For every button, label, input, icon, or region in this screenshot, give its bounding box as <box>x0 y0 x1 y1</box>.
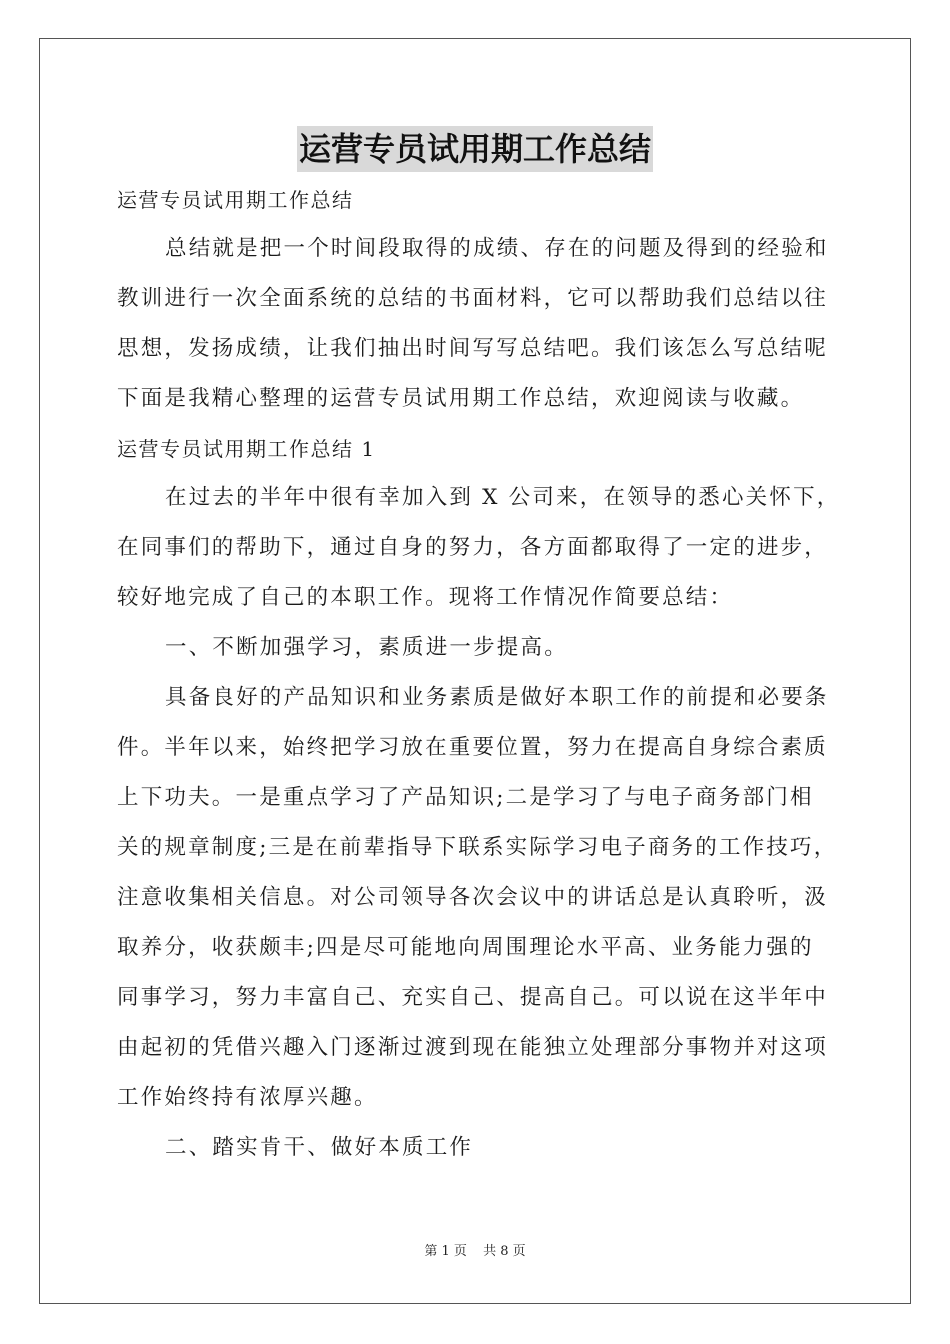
sub1-line-2: 件。半年以来，始终把学习放在重要位置，努力在提高自身综合素质 <box>117 735 829 760</box>
sub1-line-4: 关的规章制度;三是在前辈指导下联系实际学习电子商务的工作技巧， <box>117 835 838 860</box>
title-wrap <box>0 126 950 172</box>
sub1-heading: 一、不断加强学习，素质进一步提高。 <box>165 635 568 660</box>
sub1-line-9: 工作始终持有浓厚兴趣。 <box>117 1085 378 1110</box>
intro-line-1: 总结就是把一个时间段取得的成绩、存在的问题及得到的经验和 <box>165 236 829 261</box>
intro-line-3: 思想，发扬成绩，让我们抽出时间写写总结吧。我们该怎么写总结呢 <box>117 336 829 361</box>
sub1-line-7: 同事学习，努力丰富自己、充实自己、提高自己。可以说在这半年中 <box>117 985 829 1010</box>
sub2-heading: 二、踏实肯干、做好本质工作 <box>165 1135 474 1160</box>
intro-line-4: 下面是我精心整理的运营专员试用期工作总结，欢迎阅读与收藏。 <box>117 386 805 411</box>
page-footer <box>0 1240 950 1259</box>
sub1-line-3: 上下功夫。一是重点学习了产品知识;二是学习了与电子商务部门相 <box>117 785 814 810</box>
sub1-line-6: 取养分，收获颇丰;四是尽可能地向周围理论水平高、业务能力强的 <box>117 935 814 960</box>
page-total: 共 8 页 <box>483 1244 526 1259</box>
document-subtitle: 运营专员试用期工作总结 <box>117 188 354 212</box>
sub1-line-8: 由起初的凭借兴趣入门逐渐过渡到现在能独立处理部分事物并对这项 <box>117 1035 829 1060</box>
document-title: 运营专员试用期工作总结 <box>297 126 653 172</box>
section1-line-1: 在过去的半年中很有幸加入到 X 公司来，在领导的悉心关怀下， <box>165 485 841 510</box>
page-number: 第 1 页 <box>424 1244 467 1259</box>
page-border <box>39 38 911 1304</box>
section1-line-2: 在同事们的帮助下，通过自身的努力，各方面都取得了一定的进步， <box>117 535 829 560</box>
section1-heading: 运营专员试用期工作总结 1 <box>117 437 376 461</box>
section1-line-3: 较好地完成了自己的本职工作。现将工作情况作简要总结： <box>117 585 734 610</box>
sub1-line-5: 注意收集相关信息。对公司领导各次会议中的讲话总是认真聆听，汲 <box>117 885 829 910</box>
intro-line-2: 教训进行一次全面系统的总结的书面材料，它可以帮助我们总结以往 <box>117 286 829 311</box>
sub1-line-1: 具备良好的产品知识和业务素质是做好本职工作的前提和必要条 <box>165 685 829 710</box>
